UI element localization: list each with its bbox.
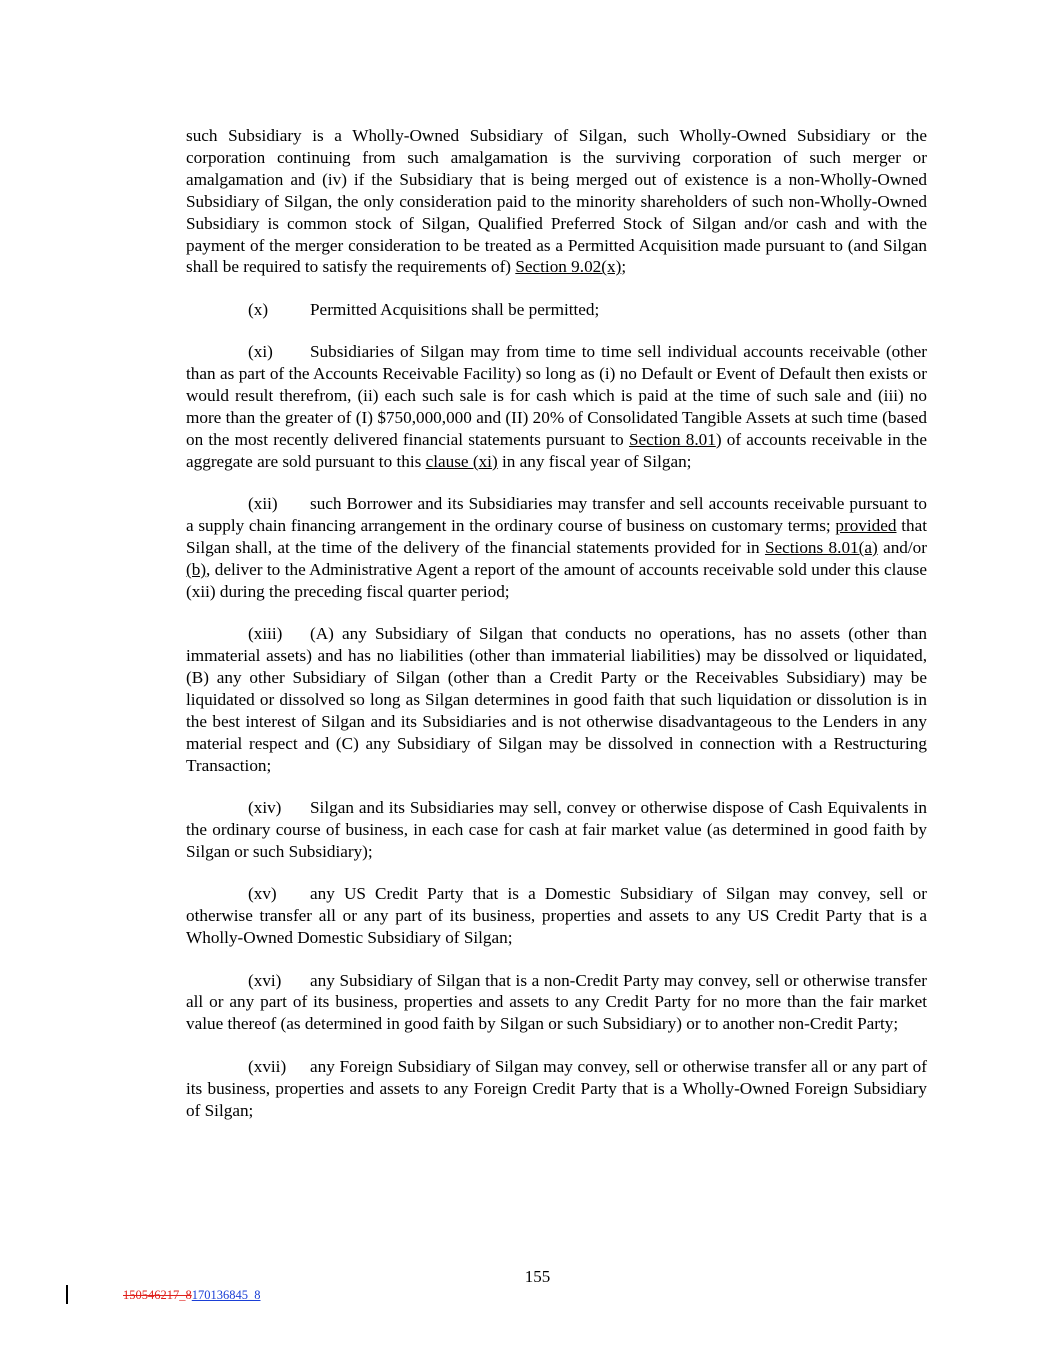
paragraph-text: Permitted Acquisitions shall be permitted; bbox=[310, 299, 600, 319]
document-id-inserted: 170136845_8 bbox=[191, 1288, 261, 1302]
clause-number: (xvii) bbox=[248, 1056, 287, 1076]
clause-number: (xii) bbox=[248, 494, 278, 514]
paragraph-text: (A) any Subsidiary of Silgan that conducts no operations, has no assets (other than immaterial assets) and has no liabilities (other than immaterial liabilities) may be dissolved or liquidated, (B) any other Subsidiary of Silgan (other than a Credit Party or the Receivables Subsidiary) may be liquidated or dissolved so long as Silgan determines in good faith that such liquidation or dissolution is in the best interest of Silgan and its Subsidiaries and is not otherwise disadvantageous to the Lenders in any material respect and (C) any Subsidiary of Silgan may be dissolved in connection with a Restructuring Transaction; bbox=[186, 624, 927, 775]
page-number: 155 bbox=[524, 1267, 551, 1286]
paragraph bbox=[186, 623, 927, 776]
paragraph bbox=[186, 493, 927, 603]
paragraph-text: that Silgan shall, at the time of the delivery of the financial statements provided for in bbox=[186, 516, 927, 557]
clause-number: (xvi) bbox=[248, 970, 282, 990]
change-bar bbox=[66, 1285, 68, 1304]
cross-reference: Section 9.02(x) bbox=[515, 257, 622, 277]
clause-number: (xiv) bbox=[248, 798, 282, 818]
cross-reference: clause (xi) bbox=[425, 451, 498, 471]
paragraph bbox=[186, 341, 927, 472]
cross-reference: provided bbox=[835, 516, 897, 536]
paragraph-text: ) of accounts receivable in the aggregate are sold pursuant to this bbox=[186, 429, 927, 471]
paragraph bbox=[186, 1056, 927, 1122]
paragraph-text: such Subsidiary is a Wholly-Owned Subsidiary of Silgan, such Wholly-Owned Subsidiary or the corporation continuing from such amalgamation is the surviving corporation of such merger or amalgamation and (iv) if the Subsidiary that is being merged out of existence is a non-Wholly-Owned Subsidiary of Silgan, the only consideration paid to the minority shareholders of such non-Wholly-Owned Subsidiary is common stock of Silgan, Qualified Preferred Stock of Silgan and/or cash and with the payment of the merger consideration to be treated as a Permitted Acquisition made pursuant to (and Silgan shall be required to satisfy the requirements of) bbox=[186, 126, 927, 277]
cross-reference: Section 8.01 bbox=[628, 429, 716, 449]
cross-reference: (b) bbox=[186, 559, 207, 579]
clause-number: (xi) bbox=[248, 342, 273, 362]
paragraph bbox=[186, 299, 927, 321]
paragraph-text: , deliver to the Administrative Agent a report of the amount of accounts receivable sold under this clause (xii) during the preceding fiscal quarter period; bbox=[186, 559, 927, 601]
clause-number: (xv) bbox=[248, 884, 277, 904]
document-id bbox=[123, 1288, 261, 1302]
clause-number: (x) bbox=[248, 299, 269, 319]
paragraph bbox=[186, 125, 927, 278]
paragraph-text: any Foreign Subsidiary of Silgan may convey, sell or otherwise transfer all or any part of its business, properties and assets to any Foreign Credit Party that is a Wholly-Owned Foreign Subsidiary of Silgan; bbox=[186, 1056, 927, 1120]
document-body bbox=[186, 125, 927, 1142]
paragraph-text: any US Credit Party that is a Domestic Subsidiary of Silgan may convey, sell or otherwise transfer all or any part of its business, properties and assets to any US Credit Party that is a Wholly-Owned Domestic Subsidiary of Silgan; bbox=[186, 884, 927, 948]
document-id-deleted: 150546217_8 bbox=[123, 1288, 192, 1302]
cross-reference: Sections 8.01(a) bbox=[764, 538, 878, 557]
paragraph-text: such Borrower and its Subsidiaries may transfer and sell accounts receivable pursuant to a supply chain financing arrangement in the ordinary course of business on customary terms; bbox=[186, 494, 927, 536]
paragraph-text: in any fiscal year of Silgan; bbox=[497, 451, 692, 471]
paragraph bbox=[186, 970, 927, 1036]
paragraph-text: any Subsidiary of Silgan that is a non-Credit Party may convey, sell or otherwise transfer all or any part of its business, properties and assets to any Credit Party for no more than the fair market value thereof (as determined in good faith by Silgan or such Subsidiary) or to another non-Credit Party; bbox=[186, 970, 927, 1034]
paragraph-text: and/or bbox=[877, 538, 927, 557]
paragraph bbox=[186, 797, 927, 863]
paragraph-text: Silgan and its Subsidiaries may sell, convey or otherwise dispose of Cash Equivalents in the ordinary course of business, in each case for cash at fair market value (as determined in good faith by Silgan or such Subsidiary); bbox=[186, 798, 927, 861]
clause-number: (xiii) bbox=[248, 624, 283, 644]
paragraph-text: Subsidiaries of Silgan may from time to time sell individual accounts receivable (other than as part of the Accounts Receivable Facility) so long as (i) no Default or Event of Default then exists or would result therefrom, (ii) each such sale is for cash which is paid at the time of such sale and (iii) no more than the greater of (I) $750,000,000 and (II) 20% of Consolidated Tangible Assets at such time (based on the most recently delivered financial statements pursuant to bbox=[186, 342, 927, 449]
paragraph-text: ; bbox=[621, 257, 627, 277]
paragraph bbox=[186, 883, 927, 949]
